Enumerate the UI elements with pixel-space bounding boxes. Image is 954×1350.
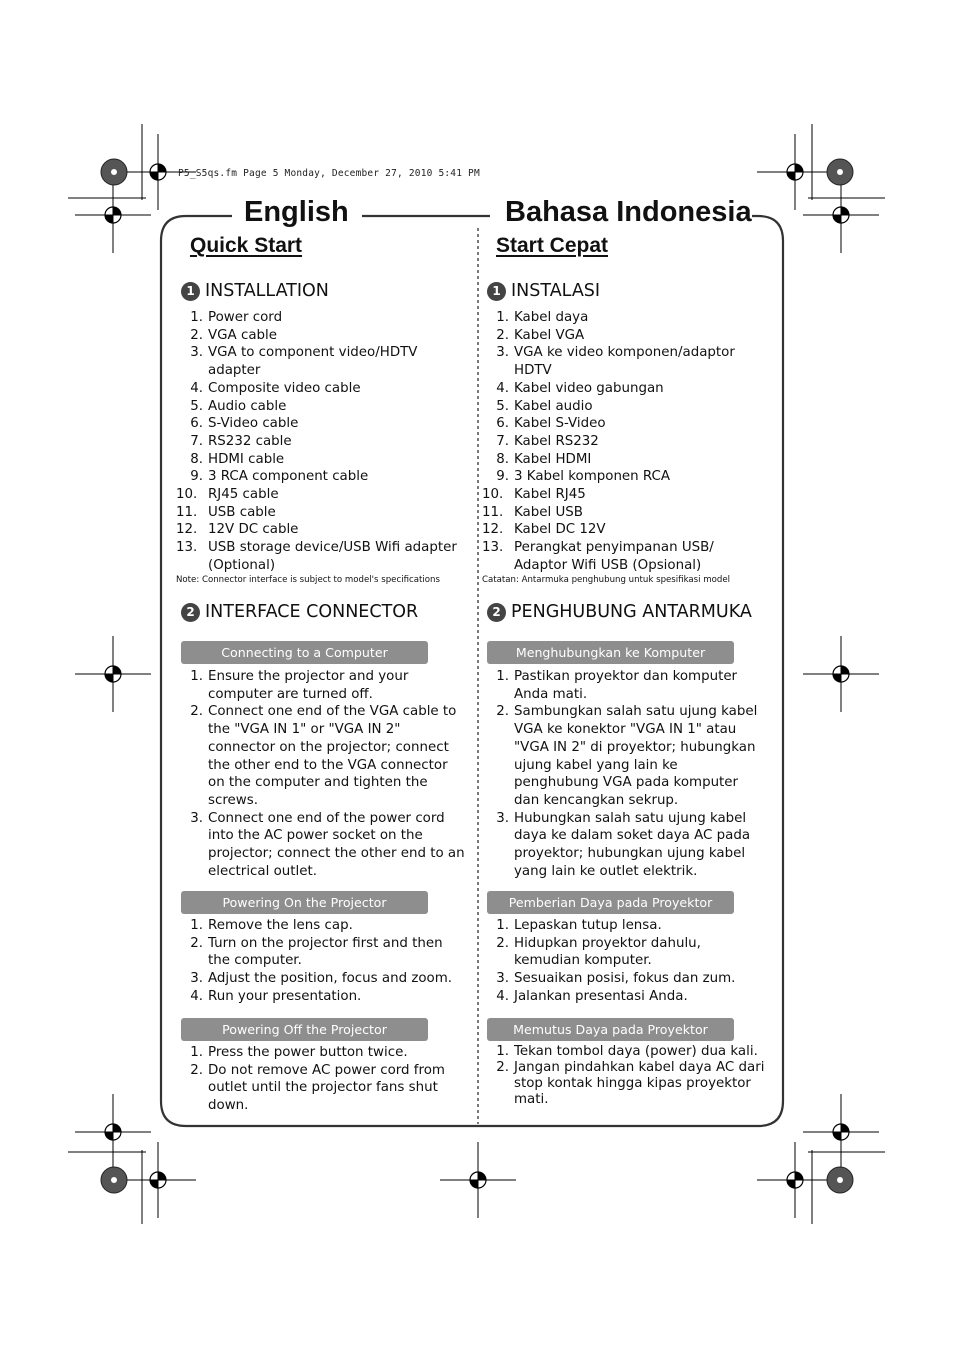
list-item-text: Ensure the projector and your computer are turned off. [208, 669, 409, 702]
list-item-text: HDMI cable [208, 451, 285, 467]
list-item-number: 8. [496, 451, 509, 467]
list-item-text: Kabel RS232 [514, 433, 599, 449]
list-item [176, 504, 464, 522]
list-item [482, 521, 752, 539]
list-item [487, 468, 752, 486]
list-item-number: 2. [496, 1060, 509, 1075]
step-number-badge: 2 [181, 603, 200, 622]
list-item-text: VGA cable [208, 327, 277, 343]
list-item-number: 8. [190, 451, 203, 467]
list-item-number: 3. [190, 345, 203, 361]
list-item [181, 810, 468, 881]
list-item [487, 970, 752, 988]
installation-list [176, 309, 464, 575]
interface-connector-heading [181, 602, 418, 622]
list-item [487, 415, 752, 433]
list-item-number: 1. [190, 310, 203, 325]
list-item-number: 5. [496, 398, 509, 414]
list-item [181, 668, 468, 703]
installation-note: Note: Connector interface is subject to model's specifications [176, 575, 440, 585]
list-item [487, 398, 752, 416]
list-item-text: Kabel daya [514, 310, 589, 325]
list-item-text: Pastikan proyektor dan komputer Anda mati. [514, 669, 738, 702]
list-item-number: 11. [482, 504, 504, 520]
list-item-number: 3. [496, 345, 509, 361]
list-item-text: Press the power button twice. [208, 1045, 408, 1060]
list-item [181, 988, 464, 1006]
list-item-number: 1. [496, 1044, 509, 1059]
list-item-number: 1. [496, 669, 509, 684]
memutus-daya-label: Memutus Daya pada Proyektor [487, 1018, 734, 1041]
penghubung-antarmuka-heading [487, 602, 752, 622]
list-item-text: Kabel HDMI [514, 451, 592, 467]
list-item [487, 451, 752, 469]
list-item [181, 1062, 464, 1115]
list-item-text: Power cord [208, 310, 283, 325]
list-item [487, 380, 752, 398]
list-item [181, 344, 464, 379]
list-item [487, 433, 752, 451]
installation-heading [181, 281, 329, 301]
list-item [181, 917, 464, 935]
list-item-number: 2. [496, 704, 509, 720]
list-item-text: 3 RCA component cable [208, 469, 369, 485]
list-item-number: 2. [190, 1062, 203, 1078]
list-item-number: 7. [190, 433, 203, 449]
list-item-text: Turn on the projector first and then the computer. [208, 935, 443, 969]
list-item [181, 380, 464, 398]
list-item-text: Kabel audio [514, 398, 593, 414]
list-item-number: 6. [496, 416, 509, 432]
list-item-text: VGA to component video/HDTV adapter [208, 345, 418, 379]
list-item-text: Hubungkan salah satu ujung kabel daya ke dalam soket daya AC pada proyektor; hubungkan ujung kabel yang lain ke outlet elektrik. [514, 810, 751, 879]
list-item [487, 668, 762, 703]
list-item-number: 4. [190, 380, 203, 396]
list-item [181, 327, 464, 345]
list-item [176, 521, 464, 539]
list-item-text: Kabel DC 12V [514, 522, 606, 538]
list-item [487, 1060, 777, 1108]
list-item-number: 10. [176, 487, 198, 503]
list-item-number: 2. [496, 327, 509, 343]
list-item-text: Jangan pindahkan kabel daya AC dari stop kontak hingga kipas proyektor mati. [514, 1060, 765, 1107]
list-item-text: Lepaskan tutup lensa. [514, 918, 662, 933]
list-item [482, 504, 752, 522]
list-item-text: Connect one end of the VGA cable to the "VGA IN 1" or "VGA IN 2" connector on the projector; connect the other end to the VGA connector on the computer and tighten the screws. [208, 704, 457, 808]
list-item-text: Sesuaikan posisi, fokus dan zum. [514, 971, 736, 987]
list-item [487, 703, 762, 809]
list-item-number: 3. [190, 971, 203, 987]
list-item-number: 9. [496, 469, 509, 485]
list-item-number: 11. [176, 504, 198, 520]
list-item-number: 12. [176, 522, 198, 538]
connecting-computer-label: Connecting to a Computer [181, 641, 428, 664]
list-item [176, 539, 464, 574]
quick-start-title: Quick Start [190, 234, 303, 257]
list-item-number: 1. [190, 1045, 203, 1060]
pemberian-daya-list [487, 917, 752, 1006]
instalasi-list [482, 309, 752, 575]
list-item-text: Tekan tombol daya (power) dua kali. [514, 1044, 758, 1059]
menghubungkan-komputer-list [487, 668, 762, 880]
list-item-text: RS232 cable [208, 433, 292, 449]
list-item-number: 4. [496, 380, 509, 396]
list-item-number: 6. [190, 416, 203, 432]
list-item [181, 433, 464, 451]
start-cepat-title: Start Cepat [496, 234, 609, 257]
list-item-text: Audio cable [208, 398, 287, 414]
list-item-number: 1. [496, 918, 509, 933]
list-item-number: 4. [496, 988, 509, 1004]
list-item [487, 935, 752, 970]
powering-off-list [181, 1044, 464, 1115]
instalasi-note: Catatan: Antarmuka penghubung untuk spesifikasi model [482, 575, 731, 585]
list-item-text: S-Video cable [208, 416, 299, 432]
list-item-text: Kabel RJ45 [514, 487, 586, 503]
memutus-daya-list [487, 1044, 777, 1108]
list-item-text: USB storage device/USB Wifi adapter (Optional) [208, 540, 457, 573]
list-item [181, 398, 464, 416]
list-item-number: 1. [496, 310, 509, 325]
list-item-text: USB cable [208, 504, 276, 520]
list-item [181, 468, 464, 486]
list-item-text: Jalankan presentasi Anda. [514, 988, 688, 1004]
list-item [487, 344, 752, 379]
list-item-number: 2. [190, 327, 203, 343]
list-item-number: 10. [482, 487, 504, 503]
penghubung-antarmuka-heading-text: PENGHUBUNG ANTARMUKA [511, 602, 752, 622]
list-item-number: 2. [190, 935, 203, 951]
list-item [482, 539, 752, 574]
menghubungkan-komputer-label: Menghubungkan ke Komputer [487, 641, 734, 664]
list-item-number: 4. [190, 988, 203, 1004]
list-item [482, 486, 752, 504]
instalasi-heading-text: INSTALASI [511, 281, 601, 301]
pemberian-daya-label: Pemberian Daya pada Proyektor [487, 891, 734, 914]
list-item-number: 2. [496, 935, 509, 951]
list-item-number: 1. [190, 918, 203, 933]
list-item-number: 3. [190, 810, 203, 826]
list-item [487, 1044, 777, 1060]
list-item-text: RJ45 cable [208, 487, 279, 503]
language-indonesia: Bahasa Indonesia [505, 196, 752, 228]
powering-on-list [181, 917, 464, 1006]
list-item-number: 2. [190, 704, 203, 720]
list-item-text: Do not remove AC power cord from outlet until the projector fans shut down. [208, 1062, 445, 1114]
list-item [181, 1044, 464, 1062]
list-item-text: Kabel S-Video [514, 416, 606, 432]
list-item-text: Hidupkan proyektor dahulu, kemudian komputer. [514, 935, 701, 969]
list-item [181, 703, 468, 809]
list-item-text: 12V DC cable [208, 522, 299, 538]
list-item-text: Adjust the position, focus and zoom. [208, 971, 453, 987]
list-item [487, 327, 752, 345]
list-item [181, 970, 464, 988]
list-item-number: 13. [482, 540, 504, 556]
list-item-text: Remove the lens cap. [208, 918, 353, 933]
list-item-number: 13. [176, 540, 198, 556]
list-item-text: VGA ke video komponen/adaptor HDTV [514, 345, 735, 379]
step-number-badge: 1 [487, 282, 506, 301]
list-item-number: 3. [496, 971, 509, 987]
list-item-number: 12. [482, 522, 504, 538]
powering-on-label: Powering On the Projector [181, 891, 428, 914]
list-item [181, 415, 464, 433]
list-item [176, 486, 464, 504]
list-item-number: 1. [190, 669, 203, 684]
instalasi-heading [487, 281, 600, 301]
list-item-text: 3 Kabel komponen RCA [514, 469, 671, 485]
list-item-number: 3. [496, 810, 509, 826]
list-item-text: Sambungkan salah satu ujung kabel VGA ke konektor "VGA IN 1" atau "VGA IN 2" di proyektor; hubungkan ujung kabel yang lain ke penghubung VGA pada komputer dan kencangkan sekrup. [514, 704, 758, 808]
list-item-text: Run your presentation. [208, 988, 362, 1004]
list-item-number: 5. [190, 398, 203, 414]
list-item [181, 451, 464, 469]
language-english: English [244, 196, 349, 228]
connecting-computer-list [181, 668, 468, 880]
list-item-text: Perangkat penyimpanan USB/ Adaptor Wifi USB (Opsional) [514, 540, 714, 573]
file-info-header: P5_S5qs.fm Page 5 Monday, December 27, 2010 5:41 PM [178, 168, 480, 179]
list-item-number: 7. [496, 433, 509, 449]
list-item-text: Kabel video gabungan [514, 380, 664, 396]
list-item-number: 9. [190, 469, 203, 485]
list-item [487, 810, 762, 881]
step-number-badge: 2 [487, 603, 506, 622]
list-item [181, 309, 464, 327]
powering-off-label: Powering Off the Projector [181, 1018, 428, 1041]
list-item [487, 988, 752, 1006]
list-item [487, 917, 752, 935]
list-item [181, 935, 464, 970]
installation-heading-text: INSTALLATION [205, 281, 329, 301]
list-item-text: Connect one end of the power cord into the AC power socket on the projector; connect the other end to an electrical outlet. [208, 810, 465, 879]
step-number-badge: 1 [181, 282, 200, 301]
interface-connector-heading-text: INTERFACE CONNECTOR [205, 602, 419, 622]
list-item-text: Kabel VGA [514, 327, 585, 343]
list-item-text: Kabel USB [514, 504, 583, 520]
list-item [487, 309, 752, 327]
list-item-text: Composite video cable [208, 380, 361, 396]
